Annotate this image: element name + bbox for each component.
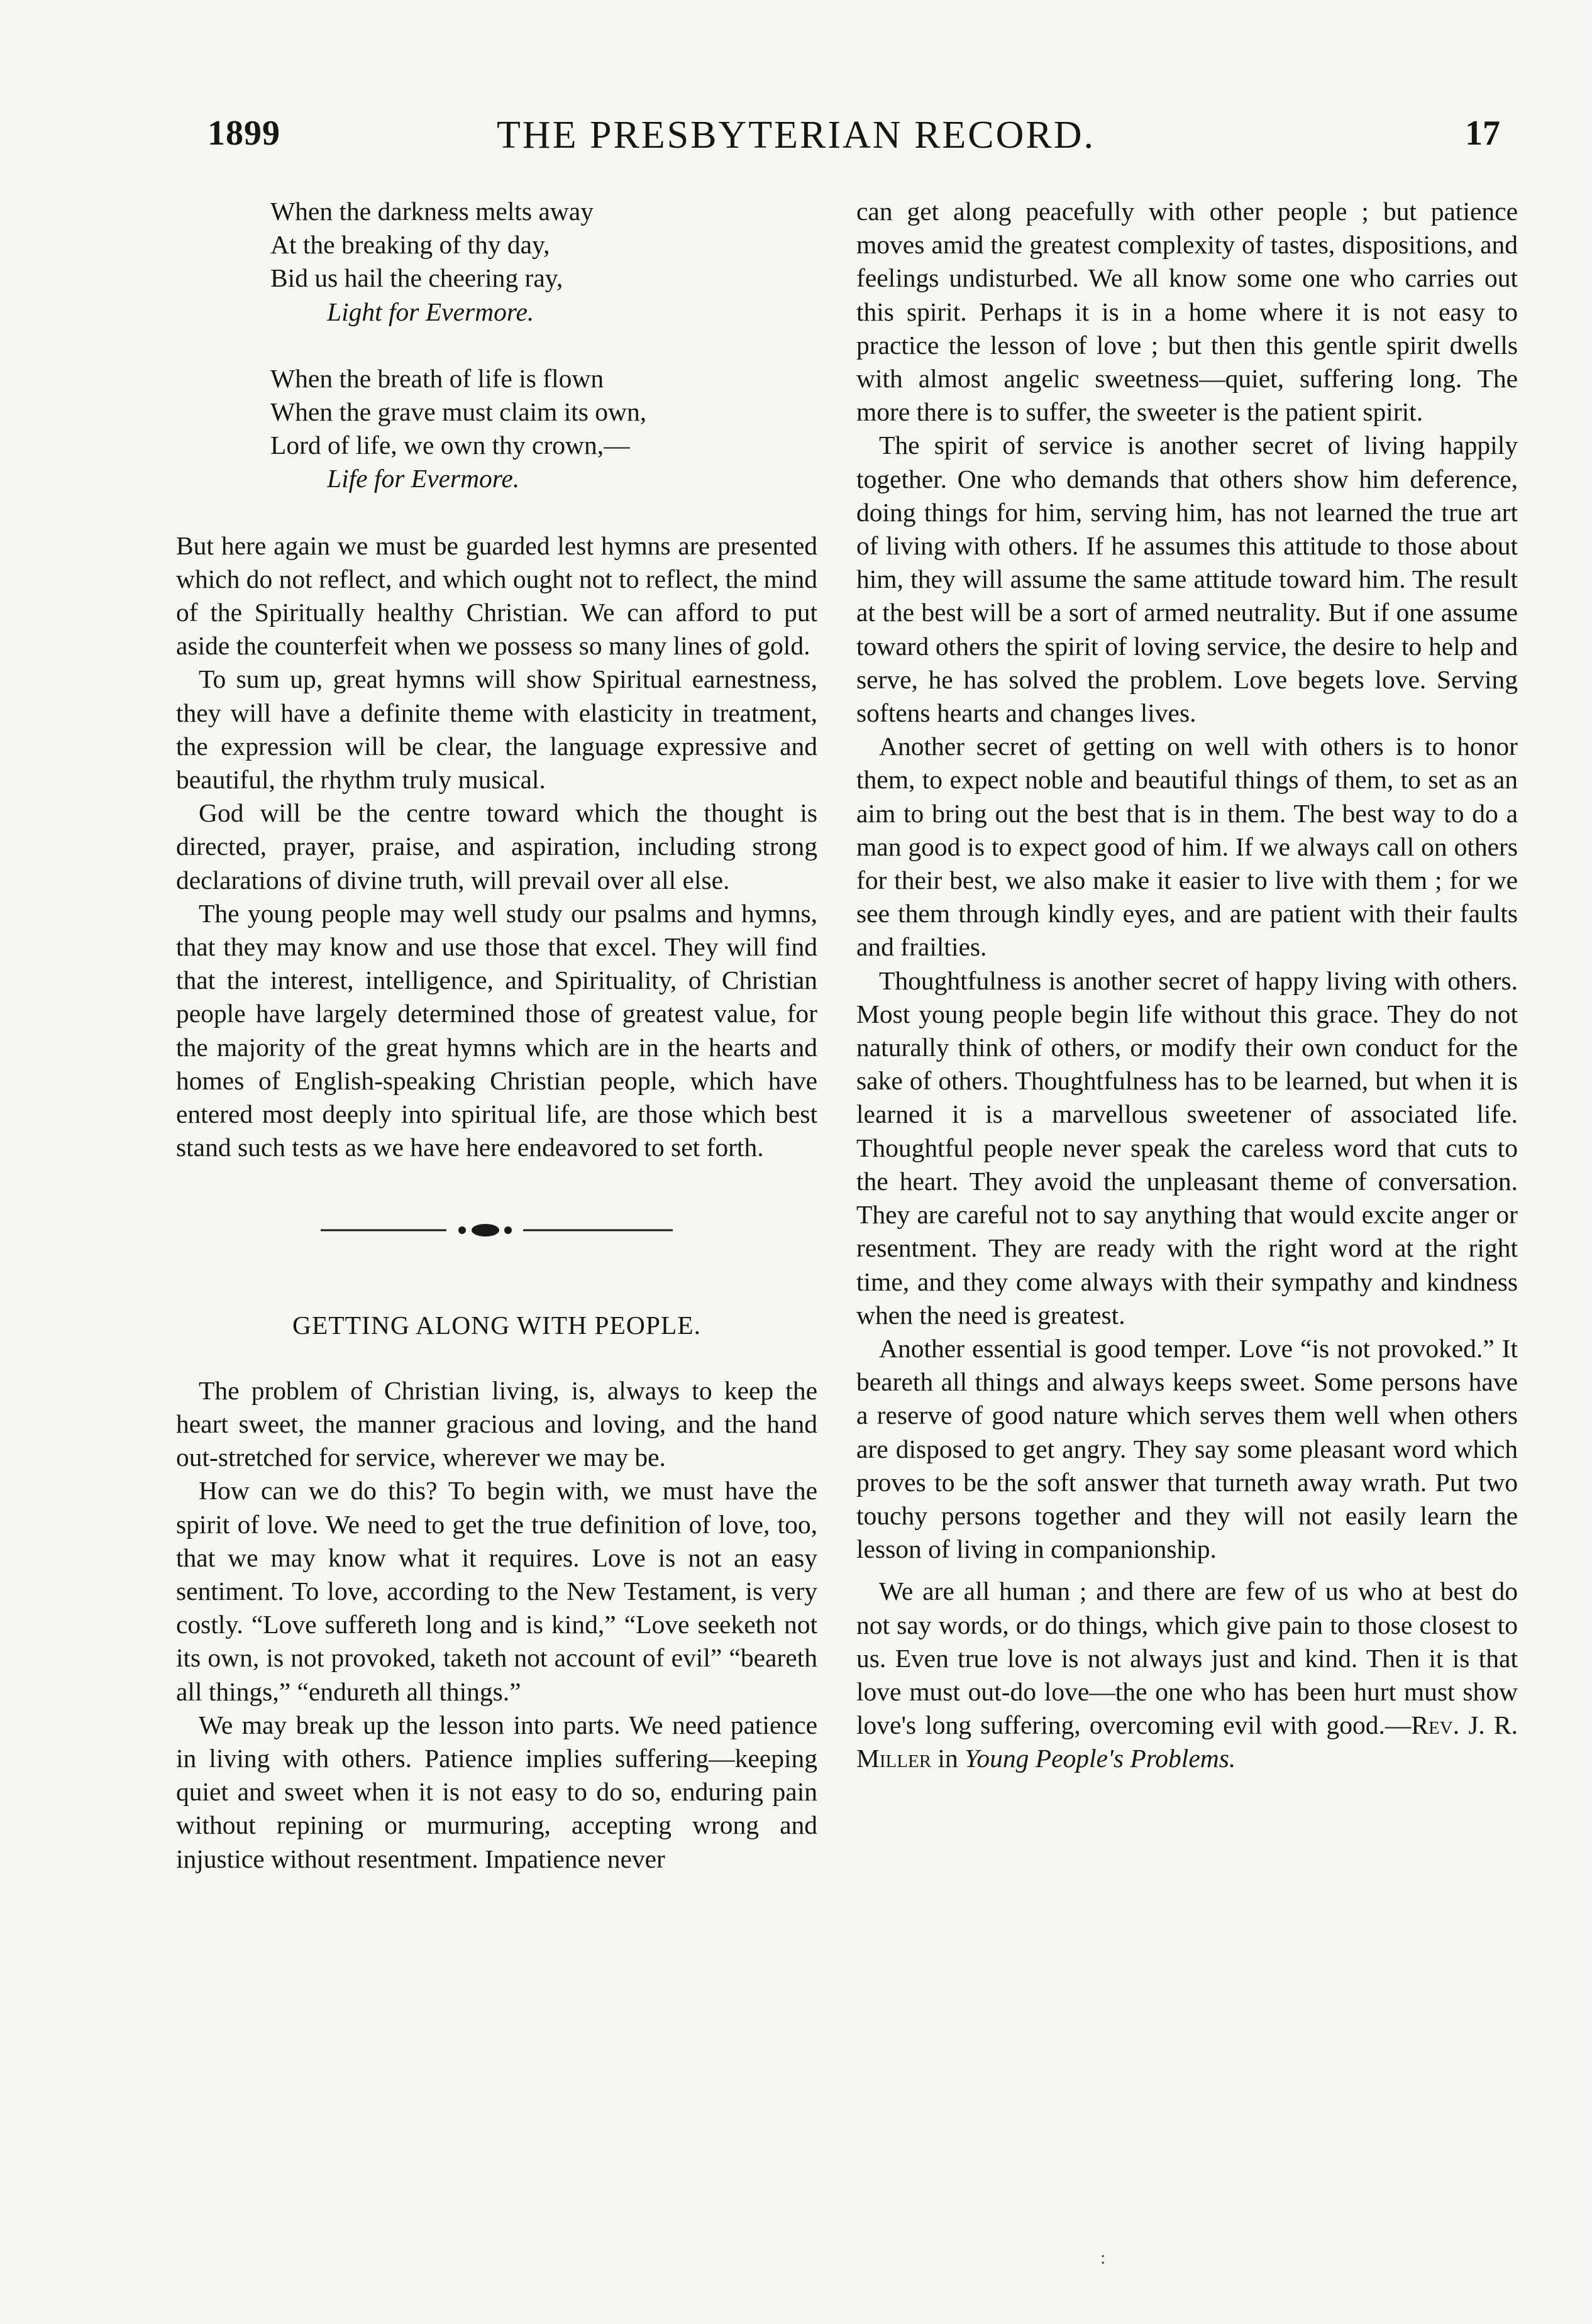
poem-refrain: Life for Evermore. — [327, 464, 520, 493]
left-column — [176, 195, 817, 1876]
article-paragraph: The young people may well study our psalms and hymns, that they may know and use those that excel. They will find that the interest, intelligence, and Spirituality, of Christian people have largely determined those of greatest value, for the majority of the great hymns which are in the hearts and homes of English-speaking Christian people, which have entered most deeply into spiritual life, are those which best stand such tests as we have here endeavored to set forth. — [176, 898, 817, 1162]
stray-print-mark: : — [1100, 2247, 1106, 2268]
closing-text: We are all human ; and there are few of us who at best do not say words, or do things, which give pain to those closest to us. Even true love is not always just and kind. Then it is that love must out-do love—the one who has been hurt must show love's long suffering, overcoming evil with good.— — [856, 1577, 1518, 1740]
article-closing-paragraph — [856, 1575, 1518, 1775]
section-divider-ornament — [321, 1221, 673, 1240]
article-paragraph: Thoughtfulness is another secret of happy living with others. Most young people begin life without this grace. They do not naturally think of others, or modify their own conduct for the sake of others. Thoughtfulness has to be learned, but when it is learned it is a marvellous sweetener of associated life. Thoughtful people never speak the careless word that cuts to the heart. They avoid the unpleasant theme of conversation. They are careful not to say anything that would excite anger or resentment. They are ready with the right word at the right time, and they come always with their sympathy and kindness when the need is greatest. — [856, 966, 1518, 1330]
source-title: Young People's Problems. — [965, 1744, 1236, 1773]
header-title: THE PRESBYTERIAN RECORD. — [496, 114, 1096, 157]
poem-line: When the grave must claim its own, — [270, 397, 647, 427]
article-paragraph: The problem of Christian living, is, always to keep the heart sweet, the manner gracious and loving, and the hand out-stretched for service, wherever we may be. — [176, 1375, 817, 1472]
poem-refrain: Light for Evermore. — [327, 297, 534, 326]
header-page-number: 17 — [1465, 114, 1500, 153]
poem-line: When the darkness melts away — [270, 197, 594, 226]
poem-line: Lord of life, we own thy crown,— — [270, 431, 630, 460]
article-paragraph: The spirit of service is another secret of living happily together. One who demands that others show him deference, doing things for him, serving him, has not learned the true art of living with others. If he assumes this attitude to those about him, they will assume the same attitude toward him. The result at the best will be a sort of armed neutrality. But if one assume toward others the spirit of loving service, the desire to help and serve, he has solved the problem. Love begets love. Serving softens hearts and changes lives. — [856, 431, 1518, 728]
article-paragraph: How can we do this? To begin with, we must have the spirit of love. We need to get the true definition of love, too, that we may know what it requires. Love is not an easy sentiment. To love, according to the New Testament, is very costly. “Love suffereth long and is kind,” “Love seeketh not its own, is not provoked, taketh not account of evil” “beareth all things,” “endureth all things.” — [176, 1476, 817, 1706]
article-paragraph: Another essential is good temper. Love “is not provoked.” It beareth all things and always keeps sweet. Some persons have a reserve of good nature which serves them well when others are disposed to get angry. They say some pleasant word which proves to be the soft answer that turneth away wrath. Put two touchy persons together and they will not easily learn the lesson of living in companionship. — [856, 1333, 1518, 1564]
poem-line: When the breath of life is flown — [270, 363, 604, 393]
article-paragraph: To sum up, great hymns will show Spiritual earnestness, they will have a definite theme with elasticity in treatment, the expression will be clear, the language expressive and beautiful, the rhythm truly musical. — [176, 664, 817, 795]
article-paragraph: can get along peacefully with other people ; but patience moves amid the greatest complexity of tastes, dispositions, and feelings undisturbed. We all know some one who carries out this spirit. Perhaps it is in a home where it is not easy to practice the lesson of love ; but then this gentle spirit dwells with almost angelic sweetness—quiet, suffering long. The more there is to suffer, the sweeter is the patient spirit. — [856, 197, 1518, 427]
poem-stanza-2 — [270, 362, 817, 496]
poem-line: At the breaking of thy day, — [270, 230, 550, 260]
poem-line: Bid us hail the cheering ray, — [270, 263, 563, 293]
header-year: 1899 — [207, 114, 280, 153]
article-paragraph: Another secret of getting on well with others is to honor them, to expect noble and beautiful things of them, to set as an aim to bring out the best that is in them. The best way to do a man good is to expect good of him. If we always call on others for their best, we also make it easier to live with them ; for we see them through kindly eyes, and are patient with their faults and frailties. — [856, 732, 1518, 962]
article-paragraph: God will be the centre toward which the thought is directed, prayer, praise, and aspiration, including strong declarations of divine truth, will prevail over all else. — [176, 798, 817, 895]
right-column — [856, 195, 1518, 1776]
section-heading: GETTING ALONG WITH PEOPLE. — [292, 1311, 701, 1340]
poem-stanza-1 — [270, 195, 817, 329]
page-header — [0, 113, 1592, 170]
article-paragraph: But here again we must be guarded lest hymns are presented which do not reflect, and which ought not to reflect, the mind of the Spiritually healthy Christian. We can afford to put aside the counterfeit when we possess so many lines of gold. — [176, 531, 817, 661]
signature-connector: in — [931, 1744, 965, 1773]
author-signature: Rev. J. R. Miller — [856, 1710, 1518, 1773]
article-paragraph: We may break up the lesson into parts. We need patience in living with others. Patience implies suffering—keeping quiet and sweet when it is not easy to do so, enduring pain without repining or murmuring, accepting wrong and injustice without resentment. Impatience never — [176, 1710, 817, 1873]
